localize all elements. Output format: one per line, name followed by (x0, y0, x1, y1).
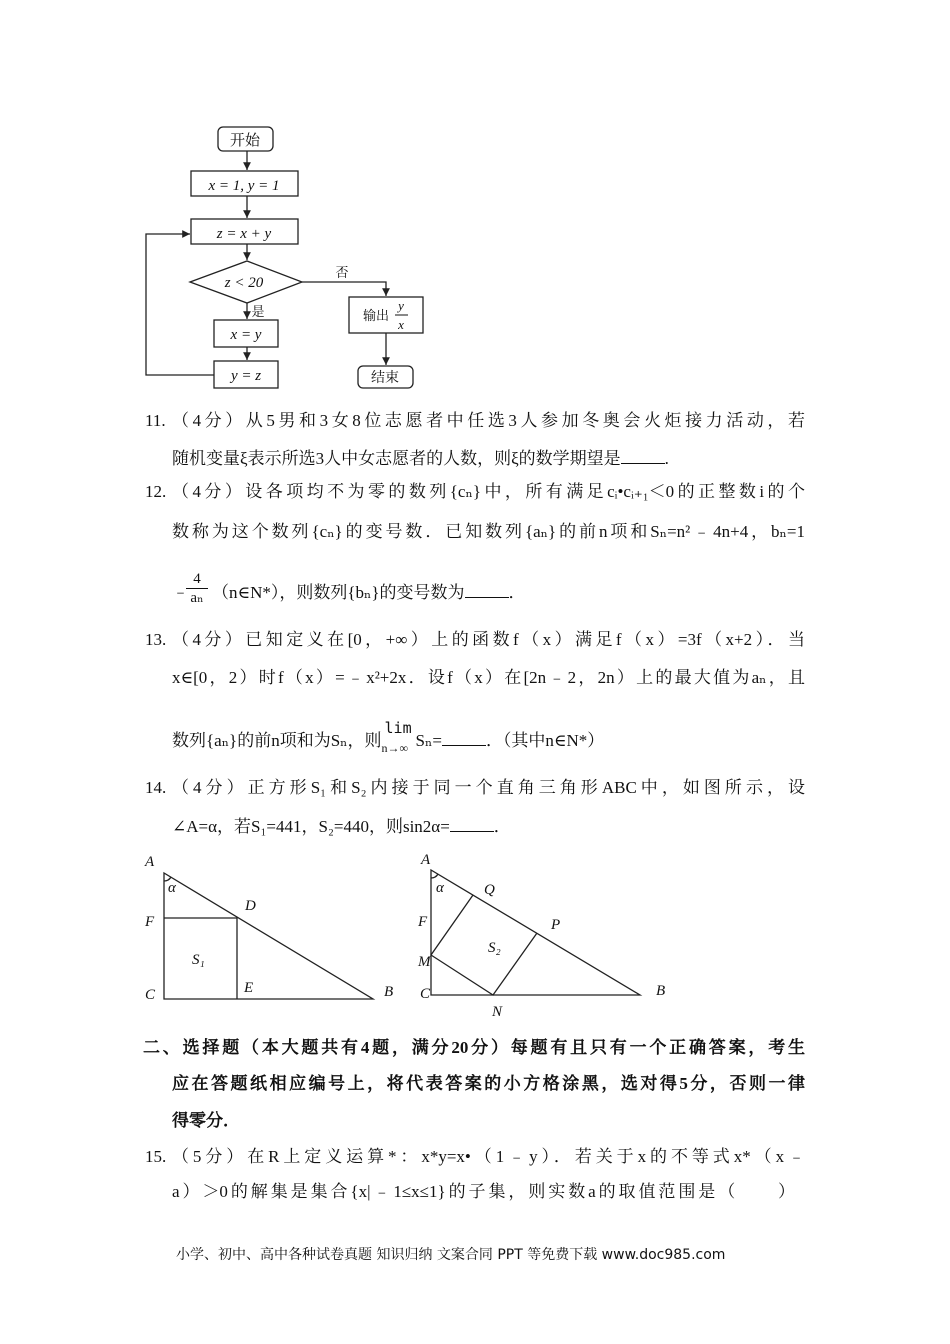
question-number: 14. (145, 778, 167, 797)
assign-y-label: y = z (230, 368, 262, 384)
question-number: 12. (145, 482, 167, 501)
question-text: （4分）已知定义在[0，+∞）上的函数f（x）满足f（x）=3f（x+2）．当 (172, 630, 805, 649)
label-c: C (145, 987, 156, 1003)
condition-label: z < 20 (224, 275, 264, 291)
limit-label: lim (384, 719, 412, 737)
yes-label: 是 (251, 304, 265, 319)
label-c: C (420, 986, 431, 1002)
end-label: 结束 (371, 371, 399, 386)
question-text: a）＞0的解集是集合{x|﹣1≤x≤1}的子集，则实数a的取值范围是（ ） (172, 1182, 795, 1201)
label-a: A (145, 854, 155, 870)
question-text: （5分）在R上定义运算*：x*y=x•（1﹣y）．若关于x的不等式x*（x﹣ (172, 1147, 805, 1166)
answer-blank[interactable] (465, 581, 509, 598)
output-label: 输出 (362, 308, 390, 323)
question-number: 11. (145, 411, 166, 430)
triangle-1 (164, 873, 373, 999)
question-text: （4分）从5男和3女8位志愿者中任选3人参加冬奥会火炬接力活动，若 (172, 411, 805, 430)
question-text: ∠A=α，若S₁=441，S₂=440，则sin2α= (172, 817, 450, 836)
punct: ． (493, 817, 511, 836)
label-n: N (492, 1004, 503, 1020)
footer: 小学、初中、高中各种试卷真题 知识归纳 文案合同 PPT 等免费下载 www.doc985.com (176, 1247, 726, 1263)
section-heading: 应在答题纸相应编号上，将代表答案的小方格涂黑，选对得5分，否则一律 (172, 1074, 805, 1093)
answer-blank[interactable] (621, 447, 665, 464)
question-text: ．（其中n∈N*） (485, 731, 605, 750)
minus-sign: ﹣ (172, 582, 189, 601)
square-s2 (431, 895, 537, 995)
label-alpha: α (436, 880, 444, 896)
triangle-2 (431, 870, 640, 995)
question-text: （n∈N*），则数列{bₙ}的变号数为 (212, 583, 465, 602)
label-alpha: α (168, 880, 176, 896)
label-e: E (244, 980, 254, 996)
label-f: F (418, 914, 428, 930)
flowchart (0, 0, 950, 400)
label-m: M (418, 954, 431, 970)
question-text: （4分）正方形S₁和S₂内接于同一个直角三角形ABC中，如图所示，设 (172, 778, 805, 797)
section-heading: 得零分． (172, 1111, 240, 1130)
label-q: Q (484, 882, 495, 898)
answer-blank[interactable] (450, 815, 494, 832)
label-d: D (245, 898, 256, 914)
section-heading: 二、选择题（本大题共有4题，满分20分）每题有且只有一个正确答案，考生 (143, 1038, 805, 1057)
punct: ． (508, 583, 526, 602)
question-text: 数称为这个数列{cₙ}的变号数．已知数列{aₙ}的前n项和Sₙ=n²﹣4n+4，bₙ=1 (172, 522, 805, 541)
triangle-figures (0, 840, 700, 1020)
question-text: （4分）设各项均不为零的数列{cₙ}中，所有满足cᵢ•cᵢ₊₁＜0的正整数i的个 (172, 482, 805, 501)
fraction-denominator: aₙ (190, 590, 204, 606)
output-denominator: x (398, 317, 404, 332)
answer-blank[interactable] (442, 729, 486, 746)
question-number: 15. (145, 1147, 167, 1166)
assign-z-label: z = x + y (216, 226, 272, 242)
question-text: Sₙ= (415, 731, 442, 750)
no-label: 否 (335, 265, 349, 280)
init-label: x = 1, y = 1 (208, 178, 280, 194)
label-a: A (421, 852, 431, 868)
output-numerator: y (398, 298, 404, 313)
label-f: F (145, 914, 155, 930)
question-number: 13. (145, 630, 167, 649)
fraction (186, 570, 208, 607)
punct: . (664, 449, 669, 468)
question-text: 数列{aₙ}的前n项和为Sₙ，则 (172, 731, 382, 750)
assign-x-label: x = y (230, 327, 262, 343)
question-text: 随机变量ξ表示所选3人中女志愿者的人数，则ξ的数学期望是 (172, 449, 621, 468)
limit-subscript: n→∞ (381, 741, 409, 755)
label-s2: S₂ (488, 940, 501, 956)
fraction-numerator: 4 (186, 570, 208, 589)
question-text: x∈[0，2）时f（x）=﹣x²+2x．设f（x）在[2n﹣2，2n）上的最大值为aₙ，且 (172, 668, 805, 687)
start-label: 开始 (229, 133, 261, 149)
label-b: B (384, 984, 394, 1000)
label-p: P (551, 917, 561, 933)
label-s1: S₁ (192, 952, 205, 968)
label-b: B (656, 983, 666, 999)
